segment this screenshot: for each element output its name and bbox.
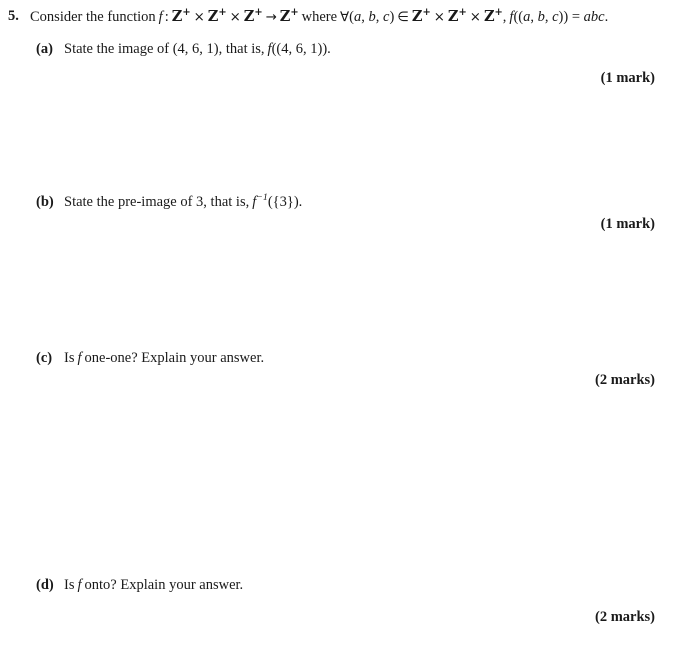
part-d bbox=[36, 576, 243, 594]
forall-symbol: ∀ bbox=[340, 10, 350, 25]
part-c-arg: one-one? Explain your answer. bbox=[84, 350, 265, 366]
part-b-label: (b) bbox=[36, 194, 54, 210]
part-c-text bbox=[64, 349, 264, 367]
question-5-row bbox=[8, 8, 608, 27]
part-a-text bbox=[64, 40, 331, 58]
times-2: × bbox=[229, 10, 241, 25]
part-d-arg: onto? Explain your answer. bbox=[84, 577, 244, 593]
part-d-text bbox=[64, 576, 243, 594]
question-number: 5. bbox=[8, 8, 19, 24]
stem-where: where bbox=[301, 9, 338, 25]
stem-colon: : bbox=[164, 9, 169, 25]
part-b-arg: ({3}). bbox=[267, 194, 303, 210]
part-b-exponent: −1 bbox=[256, 192, 268, 204]
part-d-prefix: Is bbox=[64, 577, 75, 593]
stem-lead: Consider the function bbox=[30, 9, 156, 25]
function-definition: f bbox=[509, 9, 514, 25]
part-b-marks: (1 mark) bbox=[600, 216, 655, 232]
part-a-marks: (1 mark) bbox=[600, 70, 655, 86]
domain-set-3: Z+ bbox=[243, 7, 263, 25]
part-d-function: f bbox=[77, 577, 82, 593]
part-b-prefix: State the pre-image of 3, that is, bbox=[64, 194, 250, 210]
part-b bbox=[36, 193, 302, 211]
part-a-prefix: State the image of (4, 6, 1), that is, bbox=[64, 41, 265, 57]
part-d-label: (d) bbox=[36, 577, 54, 593]
member-set-2: Z+ bbox=[447, 7, 467, 25]
element-of-symbol: ∈ bbox=[397, 10, 409, 25]
stem-comma: , bbox=[502, 9, 507, 25]
part-a bbox=[36, 40, 331, 58]
part-c-function: f bbox=[77, 350, 82, 366]
question-stem bbox=[30, 8, 608, 27]
times-1: × bbox=[193, 10, 205, 25]
domain-set-1: Z+ bbox=[171, 7, 191, 25]
part-b-function: $f^{-1}$ bbox=[252, 192, 268, 210]
codomain-set: Z+ bbox=[279, 7, 299, 25]
part-c bbox=[36, 349, 264, 367]
part-c-marks: (2 marks) bbox=[594, 372, 655, 388]
domain-set-2: Z+ bbox=[207, 7, 227, 25]
member-set-3: Z+ bbox=[483, 7, 503, 25]
part-a-arg: ((4, 6, 1)). bbox=[271, 41, 331, 57]
arrow-icon: → bbox=[265, 10, 277, 25]
part-a-function: f bbox=[267, 41, 272, 57]
function-name: f bbox=[158, 9, 163, 25]
stem-tuple: (a, b, c) bbox=[349, 9, 395, 25]
part-a-label: (a) bbox=[36, 41, 53, 57]
part-c-prefix: Is bbox=[64, 350, 75, 366]
member-set-1: Z+ bbox=[411, 7, 431, 25]
part-b-text bbox=[64, 193, 302, 211]
times-4: × bbox=[469, 10, 481, 25]
part-d-marks: (2 marks) bbox=[594, 609, 655, 625]
times-3: × bbox=[433, 10, 445, 25]
part-c-label: (c) bbox=[36, 350, 53, 366]
function-definition-rest: ((a, b, c)) = abc. bbox=[513, 9, 609, 25]
